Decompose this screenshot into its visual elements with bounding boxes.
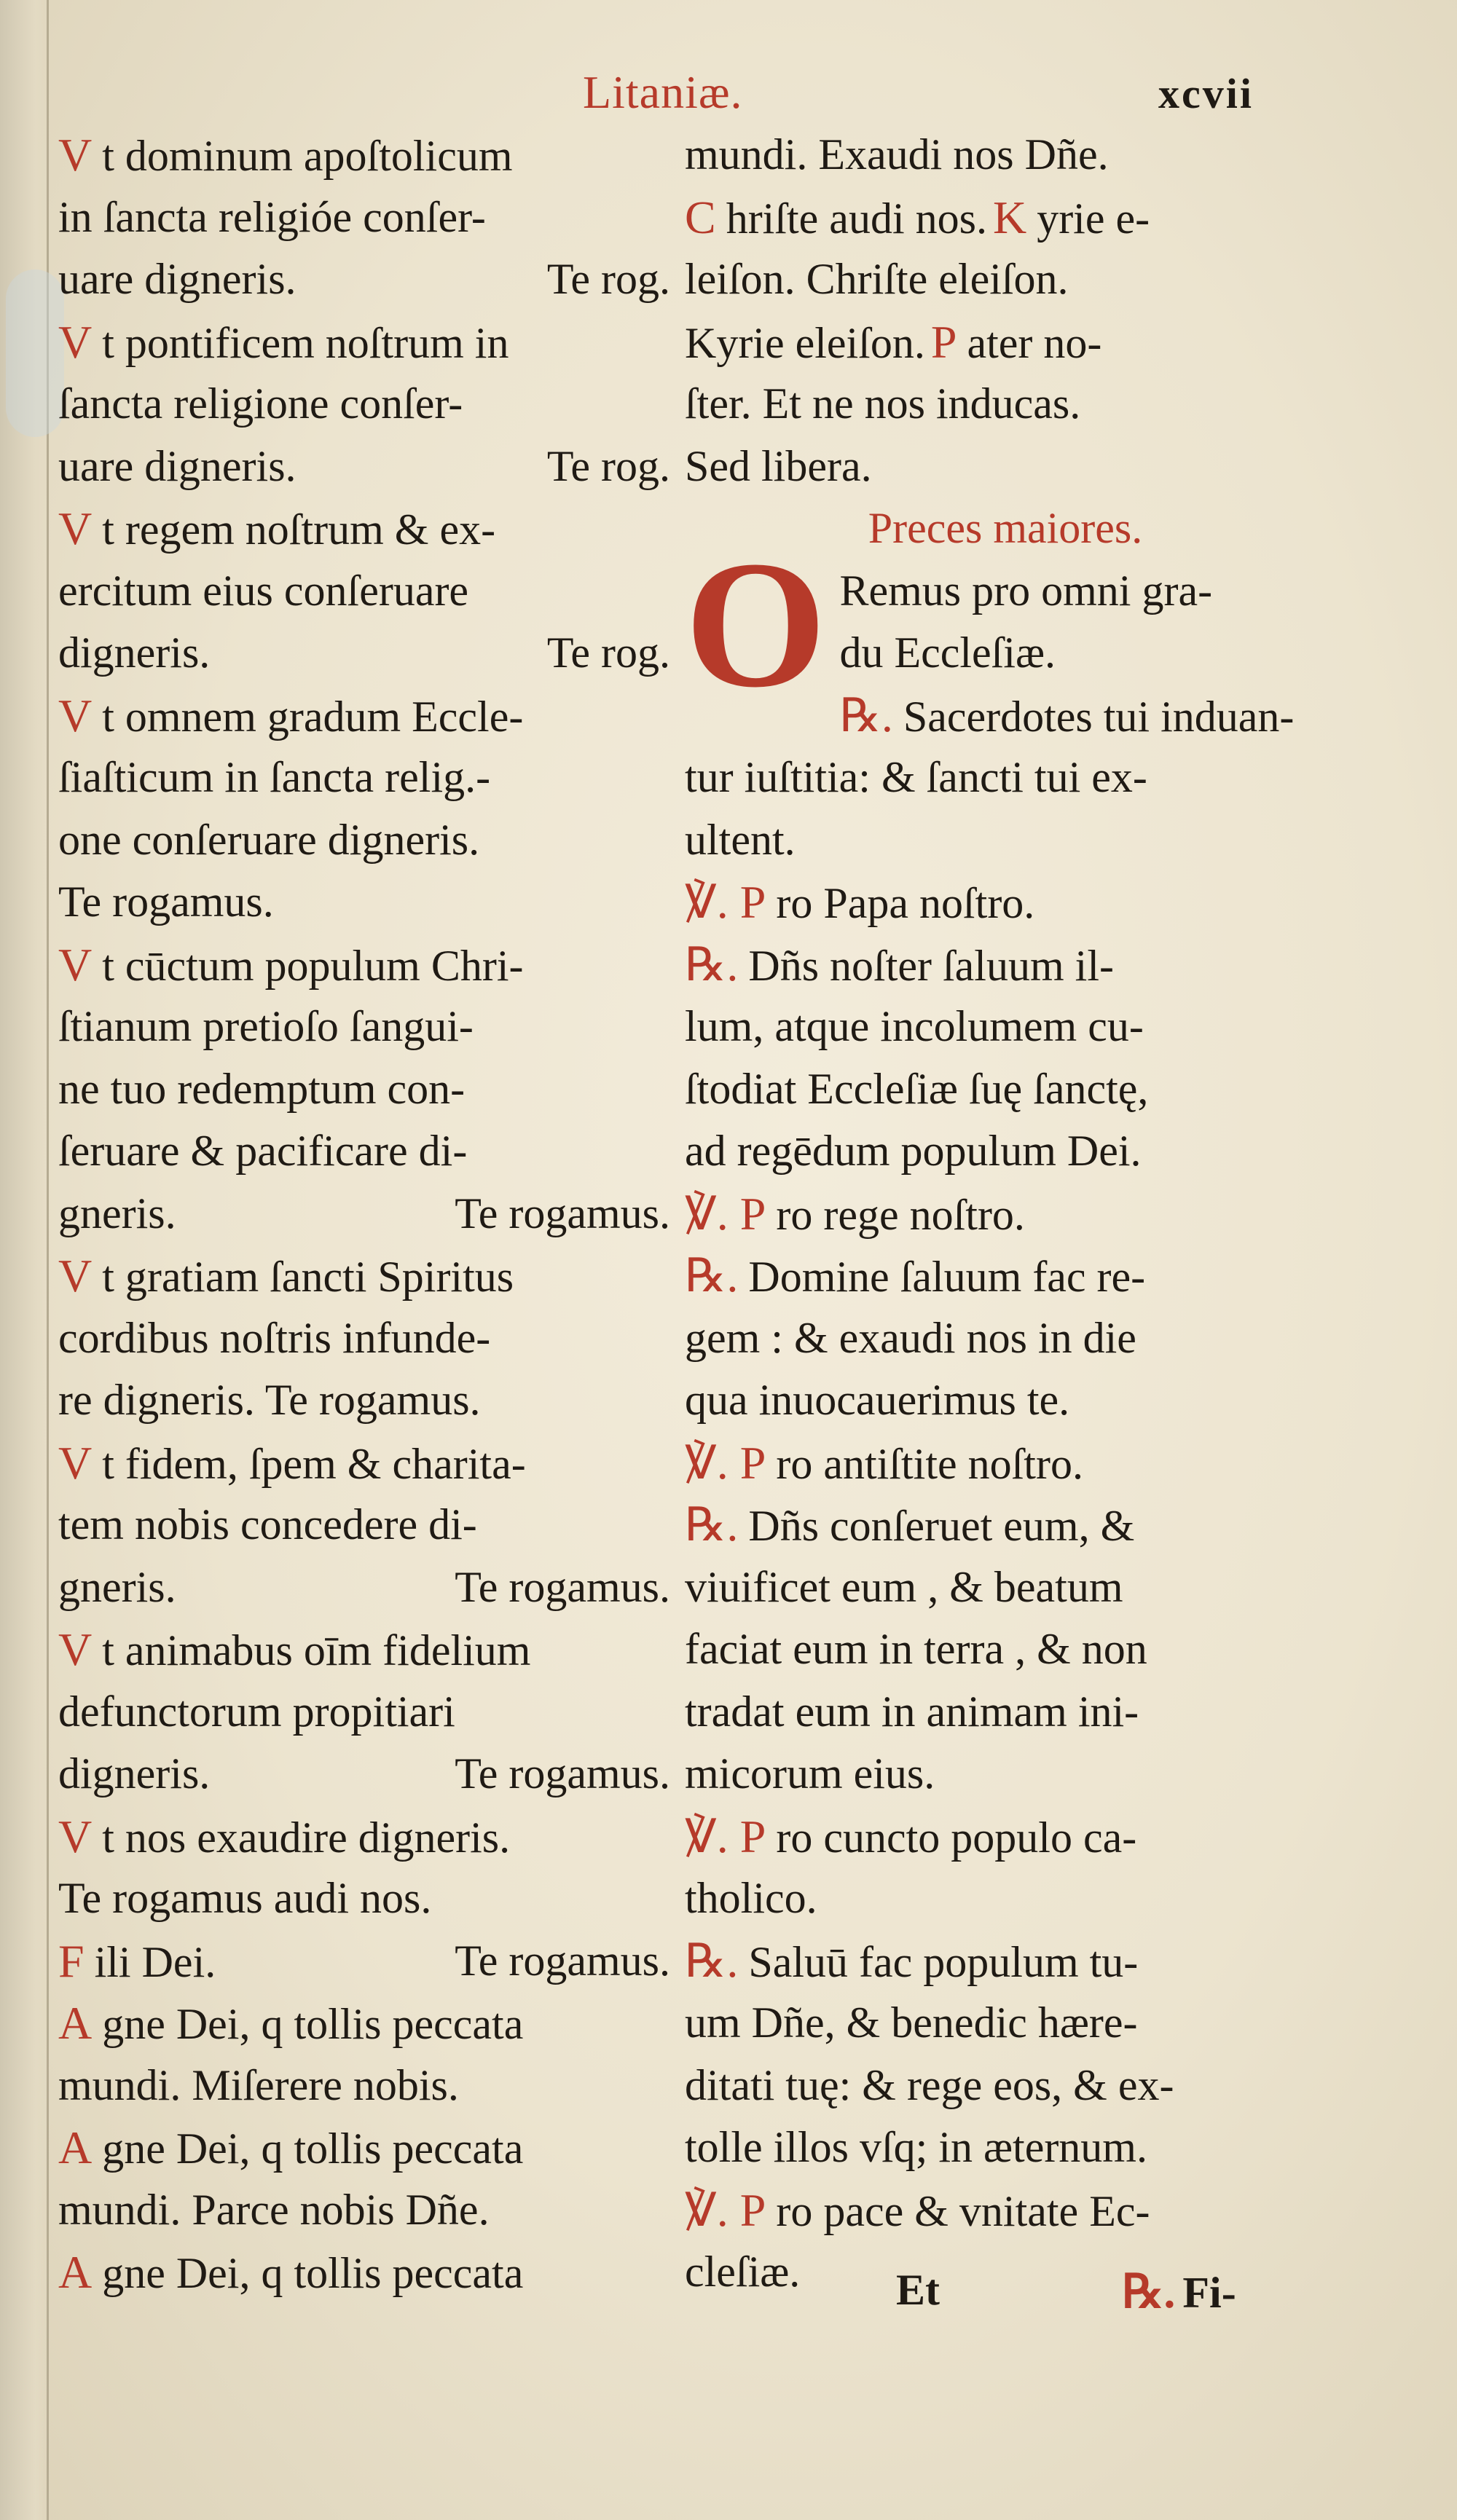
text-line (685, 2179, 1326, 2242)
text-line (685, 871, 1326, 934)
text-line (58, 311, 670, 374)
text-line (685, 1556, 1326, 1619)
line-text: Dñs noſter ſaluum il- (748, 941, 1114, 990)
line-body (58, 1314, 490, 1362)
line-body (58, 1500, 477, 1548)
running-title: Litaniæ. (583, 66, 743, 118)
line-text: Domine ſaluum fac re- (748, 1253, 1146, 1301)
line-body (58, 248, 296, 311)
text-line (685, 1058, 1326, 1121)
line-body (58, 938, 524, 991)
line-body (58, 1183, 176, 1245)
line-text: in ſancta religióe conſer- (58, 192, 486, 241)
text-line (685, 1245, 1326, 1307)
line-body (58, 505, 495, 554)
line-text: tolle illos vſq; in æternum. (685, 2123, 1147, 2171)
line-body (58, 379, 463, 428)
rubric-initial: V (58, 938, 93, 991)
text-line (58, 124, 670, 186)
right-column-top (685, 124, 1326, 497)
line-body (685, 1376, 1069, 1424)
text-line (58, 560, 670, 623)
line-body (685, 1810, 1137, 1862)
line-body (685, 1127, 1142, 1175)
text-line (58, 871, 670, 934)
line-text: t regem noſtrum & ex- (102, 505, 496, 554)
response-text: Te rog. (546, 441, 670, 490)
rubric-initial: V (58, 689, 93, 741)
line-text: tem nobis concedere di- (58, 1500, 477, 1548)
line-body (58, 1930, 216, 1993)
line-body (58, 2122, 524, 2173)
response-text: Te rogamus. (455, 1562, 670, 1611)
rubric-initial: ℣. P (685, 2184, 766, 2236)
rubric-initial: V (58, 503, 93, 554)
line-body (58, 1688, 455, 1736)
line-text: gne Dei, q tollis peccata (102, 2000, 524, 2048)
line-body (58, 1250, 514, 1302)
line-body (685, 130, 1109, 178)
text-line (685, 1618, 1326, 1681)
line-body (58, 1436, 526, 1489)
left-column (58, 124, 670, 2304)
line-text: t pontificem noſtrum in (102, 318, 509, 367)
line-text: Dñs conſeruet eum, & (748, 1502, 1135, 1550)
rubric-initial: ℞. (685, 1250, 739, 1302)
text-line (58, 373, 670, 436)
line-body (685, 1065, 1148, 1113)
line-text: t omnem gradum Eccle- (102, 692, 524, 741)
line-body (58, 2246, 524, 2298)
line-body (58, 193, 486, 241)
catchword-left: Et (896, 2266, 940, 2314)
line-body (685, 191, 1150, 243)
rubric-initial: F (58, 1934, 85, 1987)
text-line (685, 1307, 1326, 1370)
line-body (58, 689, 524, 741)
text-line (58, 1058, 670, 1121)
drop-cap: O (685, 523, 827, 725)
line-body (685, 2184, 1150, 2236)
line-body (685, 2061, 1174, 2109)
line-text: one conſeruare digneris. (58, 815, 480, 864)
line-body (685, 1499, 1135, 1551)
line-text: ſancta religione conſer- (58, 379, 463, 428)
text-line (685, 1867, 1326, 1930)
line-body (58, 1002, 474, 1050)
line-body (58, 1376, 481, 1424)
line-body (58, 816, 479, 864)
drop-cap-line: Remus pro omni gra- (839, 566, 1213, 615)
line-text: ultent. (685, 815, 796, 864)
line-body (58, 1065, 465, 1113)
line-text: ercitum eius conſeruare (58, 566, 469, 615)
text-line (685, 373, 1326, 436)
line-text: t gratiam ſancti Spiritus (102, 1253, 514, 1301)
response-text: Te rog. (546, 629, 670, 677)
rubric-initial: ℞. (685, 938, 739, 991)
line-body (58, 1810, 511, 1862)
line-body (685, 2248, 800, 2296)
text-line (685, 2117, 1326, 2179)
text-line (685, 934, 1326, 996)
line-text: qua inuocauerimus te. (685, 1376, 1070, 1424)
text-line (685, 1681, 1326, 1744)
text-line (58, 1245, 670, 1307)
line-body (58, 1874, 431, 1922)
text-line (58, 186, 670, 249)
text-line (58, 747, 670, 809)
line-text: re digneris. Te rogamus. (58, 1376, 481, 1424)
rubric-initial: V (58, 1436, 93, 1489)
text-line (685, 1992, 1326, 2055)
rubric-initial: ℣. P (685, 1810, 766, 1862)
line-text: ſtianum pretioſo ſangui- (58, 1002, 474, 1050)
line-body (685, 816, 796, 864)
line-body (685, 876, 1035, 928)
line-body (58, 753, 490, 801)
rubric-initial: V (58, 315, 93, 368)
text-line (58, 685, 670, 747)
line-text: micorum eius. (685, 1749, 935, 1798)
rubric-initial: K (992, 191, 1027, 243)
text-line (685, 186, 1326, 249)
line-text: mundi. Exaudi nos Dñe. (685, 130, 1109, 178)
line-text: um Dñe, & benedic hære- (685, 1999, 1138, 2047)
line-body (58, 1743, 210, 1806)
text-line (58, 1681, 670, 1744)
text-line (58, 2055, 670, 2117)
line-text: ad regēdum populum Dei. (685, 1127, 1142, 1175)
rubric-initial: ℞. (685, 1499, 739, 1551)
line-text: digneris. (58, 1749, 211, 1798)
line-text: defunctorum propitiari (58, 1687, 455, 1736)
text-line (58, 2117, 670, 2179)
text-line (685, 747, 1326, 809)
line-body (685, 1874, 817, 1922)
line-body (685, 1934, 1139, 1987)
line-text: hriſte audi nos. (726, 194, 987, 243)
line-text: lum, atque incolumem cu- (685, 1002, 1144, 1050)
text-line (58, 934, 670, 996)
text-line (685, 1369, 1326, 1432)
line-text: t nos exaudire digneris. (102, 1813, 511, 1862)
line-text: Te rogamus audi nos. (58, 1874, 432, 1922)
line-body (58, 1127, 467, 1175)
text-line (685, 248, 1326, 311)
line-body (685, 1563, 1123, 1611)
response-text: Te rogamus. (455, 1189, 670, 1237)
text-line (685, 996, 1326, 1058)
text-line (839, 685, 1326, 747)
water-stain (6, 269, 64, 437)
line-body (58, 2186, 490, 2234)
text-line (685, 1183, 1326, 1245)
line-text: ro antiſtite noſtro. (776, 1439, 1083, 1488)
text-line (58, 1556, 670, 1619)
line-body (685, 938, 1114, 991)
text-line (685, 1432, 1326, 1495)
line-text: tur iuſtitia: & ſancti tui ex- (685, 753, 1147, 801)
text-line (685, 1743, 1326, 1806)
folio-number: xcvii (1158, 70, 1254, 117)
line-text: ili Dei. (94, 1937, 216, 1986)
text-line (685, 124, 1326, 186)
line-body (685, 753, 1147, 801)
line-body (685, 1250, 1146, 1302)
line-text: gne Dei, q tollis peccata (102, 2249, 524, 2297)
text-line (58, 1930, 670, 1993)
line-body (58, 315, 509, 368)
line-body (58, 622, 210, 685)
rubric-initial: ℣. P (685, 1187, 766, 1240)
text-line (685, 1120, 1326, 1183)
rubric-initial: A (58, 2246, 93, 2298)
text-line (58, 1307, 670, 1370)
text-line (58, 1183, 670, 1245)
text-line (58, 1494, 670, 1556)
line-body (685, 1436, 1083, 1489)
line-text: Sacerdotes tui induan- (903, 692, 1295, 741)
line-body (58, 436, 296, 498)
rubric-initial: V (58, 1623, 93, 1675)
line-body (58, 1997, 524, 2049)
text-line (58, 809, 670, 872)
rubric-initial: V (58, 129, 93, 181)
line-text: Saluū fac populum tu- (748, 1937, 1139, 1986)
text-line (58, 1867, 670, 1930)
line-text: ro cuncto populo ca- (776, 1813, 1137, 1862)
line-text: digneris. (58, 629, 211, 677)
line-text: Te rogamus. (58, 878, 274, 926)
line-text: viuificet eum , & beatum (685, 1562, 1123, 1611)
response-text: Te rog. (546, 255, 670, 303)
rubric-initial: P (930, 315, 957, 368)
line-body (58, 567, 468, 615)
line-text: Kyrie eleiſon. (685, 318, 925, 367)
line-text: leiſon. Chriſte eleiſon. (685, 255, 1069, 303)
text-line (58, 248, 670, 311)
line-body (58, 1556, 176, 1619)
line-text: gneris. (58, 1562, 176, 1611)
line-body (685, 379, 1080, 428)
right-column-rest (685, 685, 1326, 2304)
line-text: ditati tuę: & rege eos, & ex- (685, 2060, 1174, 2109)
text-line (58, 436, 670, 498)
line-body (58, 878, 274, 926)
line-text: uare digneris. (58, 441, 296, 490)
drop-cap-line: du Eccleſiæ. (839, 629, 1056, 677)
text-line (58, 622, 670, 685)
line-text: ſtodiat Eccleſiæ ſuę ſanctę, (685, 1064, 1149, 1113)
rubric-initial: ℞. (685, 1934, 739, 1987)
catchword-right (1122, 2265, 1236, 2319)
rubric-initial: C (685, 191, 716, 243)
line-body (685, 2123, 1147, 2171)
text-line (685, 1806, 1326, 1868)
line-text: ſiaſticum in ſancta relig.- (58, 753, 491, 801)
line-text: t fidem, ſpem & charita- (102, 1439, 526, 1488)
text-line (685, 2055, 1326, 2117)
line-text: ne tuo redemptum con- (58, 1064, 466, 1113)
line-text: ro rege noſtro. (776, 1190, 1025, 1239)
line-text: t dominum apoſtolicum (102, 132, 513, 180)
catchword-text: Fi- (1182, 2269, 1236, 2317)
text-line (58, 2179, 670, 2242)
response-text: Te rogamus. (455, 1936, 670, 1985)
rubric-initial: A (58, 2122, 93, 2173)
line-body (685, 1314, 1136, 1362)
line-body (685, 1688, 1139, 1736)
text-line (685, 311, 1326, 374)
line-text: yrie e- (1037, 194, 1150, 243)
text-line (58, 1120, 670, 1183)
line-body (685, 1999, 1137, 2047)
text-line (685, 436, 1326, 498)
text-line (58, 1432, 670, 1495)
rubric-initial: ℞. (839, 689, 893, 741)
catchword-rubric: ℞. (1122, 2266, 1176, 2318)
line-body (685, 1625, 1147, 1673)
line-text: mundi. Miſerere nobis. (58, 2060, 459, 2109)
line-text: tholico. (685, 1874, 817, 1922)
line-text: Sed libera. (685, 441, 872, 490)
line-body (685, 442, 872, 490)
line-text: t animabus oīm fidelium (102, 1626, 531, 1674)
line-text: ro pace & vnitate Ec- (776, 2186, 1150, 2235)
line-body (839, 689, 1295, 741)
response-text: Te rogamus. (455, 1749, 670, 1798)
text-line (58, 497, 670, 560)
section-heading: Preces maiores. (868, 504, 1143, 552)
line-text: faciat eum in terra , & non (685, 1625, 1147, 1673)
right-column (685, 124, 1326, 2304)
text-line (58, 1992, 670, 2055)
line-text: gem : & exaudi nos in die (685, 1313, 1136, 1362)
line-body (58, 1623, 531, 1675)
text-line (58, 2241, 670, 2304)
text-line (58, 1369, 670, 1432)
text-line (58, 1618, 670, 1681)
line-text: ſter. Et ne nos inducas. (685, 379, 1081, 428)
text-line (685, 1930, 1326, 1993)
rubric-initial: V (58, 1810, 93, 1862)
line-text: ſeruare & pacificare di- (58, 1127, 468, 1175)
line-text: t cūctum populum Chri- (102, 941, 524, 990)
text-line (58, 1743, 670, 1806)
line-body (685, 255, 1069, 303)
text-line (685, 1494, 1326, 1556)
line-text: ro Papa noſtro. (776, 879, 1035, 927)
line-text: tradat eum in animam ini- (685, 1687, 1139, 1736)
line-text: gneris. (58, 1189, 176, 1237)
line-body (685, 1002, 1144, 1050)
line-body (58, 2061, 459, 2109)
line-text: cordibus noſtris infunde- (58, 1313, 491, 1362)
line-text: mundi. Parce nobis Dñe. (58, 2185, 490, 2234)
line-body (685, 1187, 1025, 1240)
line-text: uare digneris. (58, 255, 296, 303)
line-body (685, 315, 1102, 368)
text-line (58, 996, 670, 1058)
rubric-initial: A (58, 1997, 93, 2049)
rubric-initial: ℣. P (685, 1436, 766, 1489)
text-line (58, 1806, 670, 1868)
rubric-initial: ℣. P (685, 876, 766, 928)
line-text: ater no- (967, 318, 1102, 367)
rubric-initial: V (58, 1250, 93, 1302)
line-body (685, 1749, 935, 1798)
line-body (58, 129, 513, 181)
line-text: cleſiæ. (685, 2248, 801, 2296)
text-line (685, 809, 1326, 872)
line-text: gne Dei, q tollis peccata (102, 2125, 524, 2173)
